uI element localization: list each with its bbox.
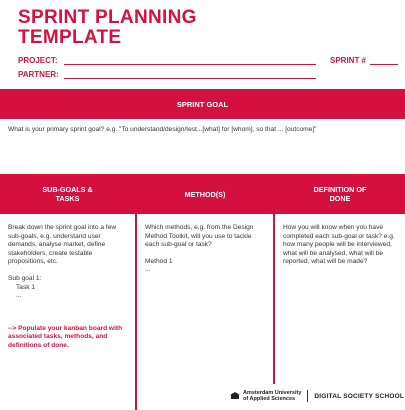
task-label: Task 1 [16,283,36,291]
methods-content [145,224,267,275]
university-name [243,390,301,402]
column-divider [135,174,137,410]
footer [230,390,404,402]
sprint-goal-question: What is your primary sprint goal? e.g. "To understand/design/test...[what] for [whom], so that ... [outcome]" [8,126,317,133]
school-name: DIGITAL SOCIETY SCHOOL [314,392,405,400]
sprint-number-label: SPRINT # [330,56,367,65]
page-title: SPRINT PLANNING TEMPLATE [18,7,197,48]
task-ellipsis: ... [16,292,22,300]
column-header-methods [137,174,273,214]
sub-goals-content [8,224,126,351]
sub-goal-label: Sub goal 1: [8,274,42,282]
sprint-goal-header [0,89,405,119]
column-heading: METHOD(S) [184,189,226,199]
method-label: Method 1 [145,257,173,265]
partner-label: PARTNER: [18,70,59,79]
definition-of-done-content [283,224,398,267]
partner-field[interactable] [64,78,316,79]
column-divider [273,174,275,384]
column-header-sub-goals [0,174,135,214]
method-ellipsis: ... [145,266,151,274]
column-heading: SUB-GOALS & TASKS [42,185,93,203]
definition-of-done-instructions: How you will know when you have completed each sub-goal or task? e.g. how many people will be interviewed, what will be analysed, what will be reported, what will be made? [283,224,395,266]
methods-instructions: Which methods, e.g. from the Design Method Toolkit, will you use to tackle each sub-goal or task? [145,224,254,249]
sprint-goal-heading: SPRINT GOAL [176,99,229,109]
project-field[interactable] [64,64,316,65]
column-heading: DEFINITION OF DONE [313,185,367,203]
sprint-number-field[interactable] [370,64,398,65]
university-name-line: Amsterdam University [243,390,302,396]
kanban-note: --> Populate your kanban board with associated tasks, methods, and definitions of done. [8,324,123,349]
project-label: PROJECT: [18,56,58,65]
footer-separator [307,390,308,402]
university-logo-icon [230,392,240,400]
column-header-definition-of-done [275,174,405,214]
sub-goals-instructions: Break down the sprint goal into a few sub-goals, e.g. understand user demands, analyse market, define stakeholders, create testable propositions, etc. [8,224,117,266]
university-name-line: of Applied Sciences [243,396,296,402]
